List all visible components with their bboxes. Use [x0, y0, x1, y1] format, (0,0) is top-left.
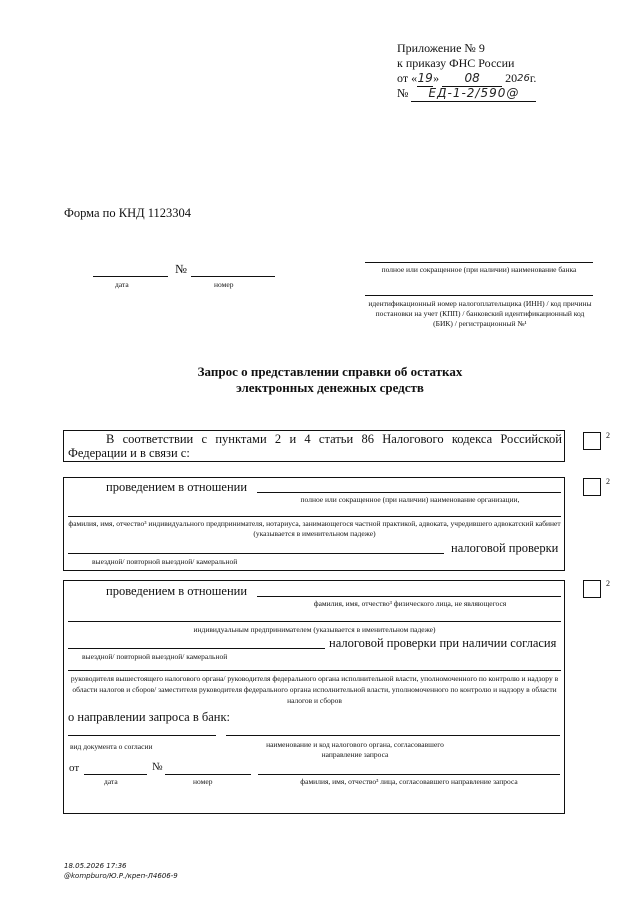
- section1-audit-text: налоговой проверки: [451, 541, 559, 555]
- footer-timestamp: 18.05.2026 17:36: [64, 862, 127, 870]
- appendix-year-prefix: 20: [505, 71, 518, 85]
- appendix-year-suffix: 26: [517, 73, 530, 84]
- date-field[interactable]: [93, 276, 168, 277]
- section1-person-caption: фамилия, имя, отчество³ индивидуального предпринимателя, нотариуса, занимающегося частной практикой, адвоката, учредившего адвокатский кабинет (указывается в именительном падеже): [68, 519, 561, 538]
- section2-doc-caption: вид документа о согласии: [70, 742, 153, 751]
- appendix-month: 08: [442, 71, 502, 87]
- section2-head-caption: руководителя вышестоящего налогового органа/ руководителя федерального органа исполнительной власти, уполномоченного по контролю и надзору в области налогов и сборов/ заместителя руководителя федерального органа исполнительной власти, уполномоченного по контролю и надзору в области налогов и сборов: [70, 674, 559, 705]
- section1-org-field[interactable]: [257, 492, 561, 493]
- bank-name-field[interactable]: [365, 262, 593, 263]
- section2-person-caption: фамилия, имя, отчество³ физического лица, не являющегося: [313, 599, 507, 608]
- section2-request-text: о направлении запроса в банк:: [68, 710, 231, 724]
- section2-fio-field[interactable]: [258, 774, 560, 775]
- section2-date-caption: дата: [104, 777, 118, 786]
- section2-audit-caption: выездной/ повторной выездной/ камеральной: [82, 652, 228, 661]
- appendix-year-unit: г.: [529, 71, 537, 85]
- section2-number-sign: №: [152, 761, 163, 773]
- section1-audit-field[interactable]: [68, 553, 444, 554]
- section2-authority-caption: наименование и код налогового органа, согласовавшего направление запроса: [266, 740, 444, 759]
- title-line-2: электронных денежных средств: [236, 380, 424, 395]
- section1-checkbox[interactable]: [583, 478, 601, 496]
- footer-stamp: [64, 861, 178, 881]
- section2-date-field[interactable]: [84, 774, 147, 775]
- section2-person-caption-2: индивидуальным предпринимателем (указывается в именительном падеже): [193, 625, 436, 634]
- section2-doc-field[interactable]: [68, 735, 216, 736]
- appendix-from-prefix: от «: [397, 71, 418, 85]
- section2-checkbox[interactable]: [583, 580, 601, 598]
- appendix-order: к приказу ФНС России: [397, 56, 515, 70]
- basis-text: В соответствии с пунктами 2 и 4 статьи 86 Налогового кодекса Российской Федерации и в связи с:: [68, 432, 562, 460]
- appendix-day: 19: [417, 71, 433, 85]
- bank-id-caption: идентификационный номер налогоплательщика (ИНН) / код причины постановки на учет (КПП) / банковский идентификационный код (БИК) / регистрационный №¹: [368, 299, 592, 328]
- appendix-date-line: [397, 71, 597, 86]
- number-field[interactable]: [191, 276, 275, 277]
- appendix-number-prefix: №: [397, 86, 409, 100]
- section1-audit-caption: выездной/ повторной выездной/ камеральной: [92, 557, 238, 566]
- date-caption: дата: [115, 280, 129, 289]
- section1-footnote-mark: 2: [606, 477, 610, 486]
- section2-person-field[interactable]: [257, 596, 561, 597]
- appendix-quote-close: »: [433, 71, 440, 85]
- section2-footnote-mark: 2: [606, 579, 610, 588]
- section2-authority-field[interactable]: [226, 735, 560, 736]
- section2-from-text: от: [69, 762, 80, 774]
- basis-checkbox[interactable]: [583, 432, 601, 450]
- basis-footnote-mark: 2: [606, 431, 610, 440]
- appendix-block: [397, 41, 597, 102]
- appendix-number: ЕД-1-2/590@: [411, 86, 536, 102]
- form-code: Форма по КНД 1123304: [64, 206, 192, 220]
- section2-audit-field[interactable]: [68, 648, 325, 649]
- number-caption: номер: [214, 280, 234, 289]
- section2-lead: проведением в отношении: [106, 584, 248, 598]
- number-sign: №: [175, 262, 187, 276]
- section1-org-caption: полное или сокращенное (при наличии) наименование организации,: [300, 495, 520, 504]
- section1-person-field[interactable]: [68, 516, 561, 517]
- section2-number-field[interactable]: [165, 774, 251, 775]
- section2-number-caption: номер: [193, 777, 213, 786]
- appendix-title: Приложение № 9: [397, 41, 485, 55]
- document-title: [150, 364, 510, 396]
- section2-audit-text: налоговой проверки при наличии согласия: [329, 636, 557, 650]
- title-line-1: Запрос о представлении справки об остатках: [197, 364, 463, 379]
- bank-id-field[interactable]: [365, 295, 593, 296]
- section2-fio-caption: фамилия, имя, отчество³ лица, согласовавшего направление запроса: [300, 777, 518, 786]
- section2-person-field-2[interactable]: [68, 621, 561, 622]
- section1-lead: проведением в отношении: [106, 480, 248, 494]
- appendix-number-line: [397, 86, 597, 102]
- bank-name-caption: полное или сокращенное (при наличии) наименование банка: [381, 265, 577, 274]
- footer-path: @kompburo/Ю.Р./креп-Л4606-9: [64, 872, 178, 880]
- section2-head-field[interactable]: [68, 670, 561, 671]
